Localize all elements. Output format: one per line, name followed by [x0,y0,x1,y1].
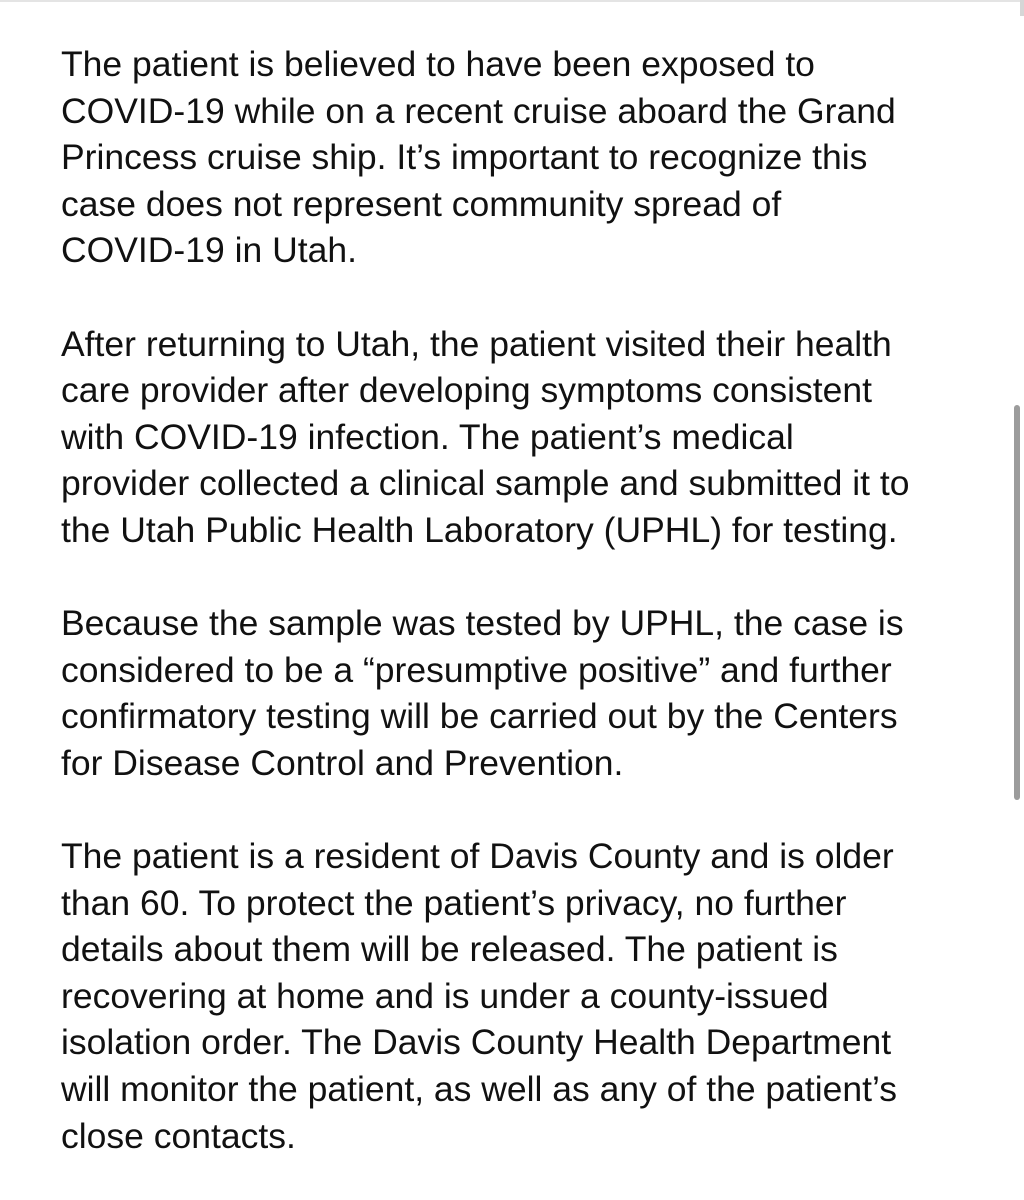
text-line: isolation order. The Davis County Health Department [61,1022,892,1063]
text-line: The patient is a resident of Davis County and is older [61,836,894,877]
text-line: Princess cruise ship. It’s important to recognize this [61,137,868,178]
paragraph-gap [61,554,1001,601]
paragraph-exposure [61,41,1001,274]
text-line: After returning to Utah, the patient visited their health [61,323,892,364]
paragraph-gap [61,787,1001,834]
paragraph-testing [61,321,1001,554]
text-line: details about them will be released. The patient is [61,929,838,970]
text-line: will monitor the patient, as well as any of the patient’s [61,1069,898,1110]
top-divider [0,0,1024,2]
paragraph-resident [61,833,1001,1159]
text-line: provider collected a clinical sample and submitted it to [61,463,910,504]
scrollbar-thumb[interactable] [1014,405,1020,800]
text-line: than 60. To protect the patient’s privacy, no further [61,882,847,923]
text-line: for Disease Control and Prevention. [61,742,624,783]
text-line: confirmatory testing will be carried out by the Centers [61,696,898,737]
paragraph-presumptive [61,600,1001,786]
text-line: COVID-19 in Utah. [61,230,357,271]
vertical-scrollbar[interactable] [1014,405,1020,800]
text-line: close contacts. [61,1115,296,1156]
corner-mark [1020,0,1024,16]
text-line: recovering at home and is under a county-issued [61,975,829,1016]
text-line: care provider after developing symptoms consistent [61,370,872,411]
text-line: case does not represent community spread of [61,183,782,224]
paragraph-gap [61,274,1001,321]
article-body [61,41,1001,1159]
text-line: considered to be a “presumptive positive” and further [61,649,892,690]
text-line: the Utah Public Health Laboratory (UPHL) for testing. [61,509,898,550]
text-line: with COVID-19 infection. The patient’s medical [61,416,794,457]
text-line: The patient is believed to have been exposed to [61,44,815,84]
text-line: COVID-19 while on a recent cruise aboard the Grand [61,90,896,131]
text-line: Because the sample was tested by UPHL, the case is [61,603,904,644]
